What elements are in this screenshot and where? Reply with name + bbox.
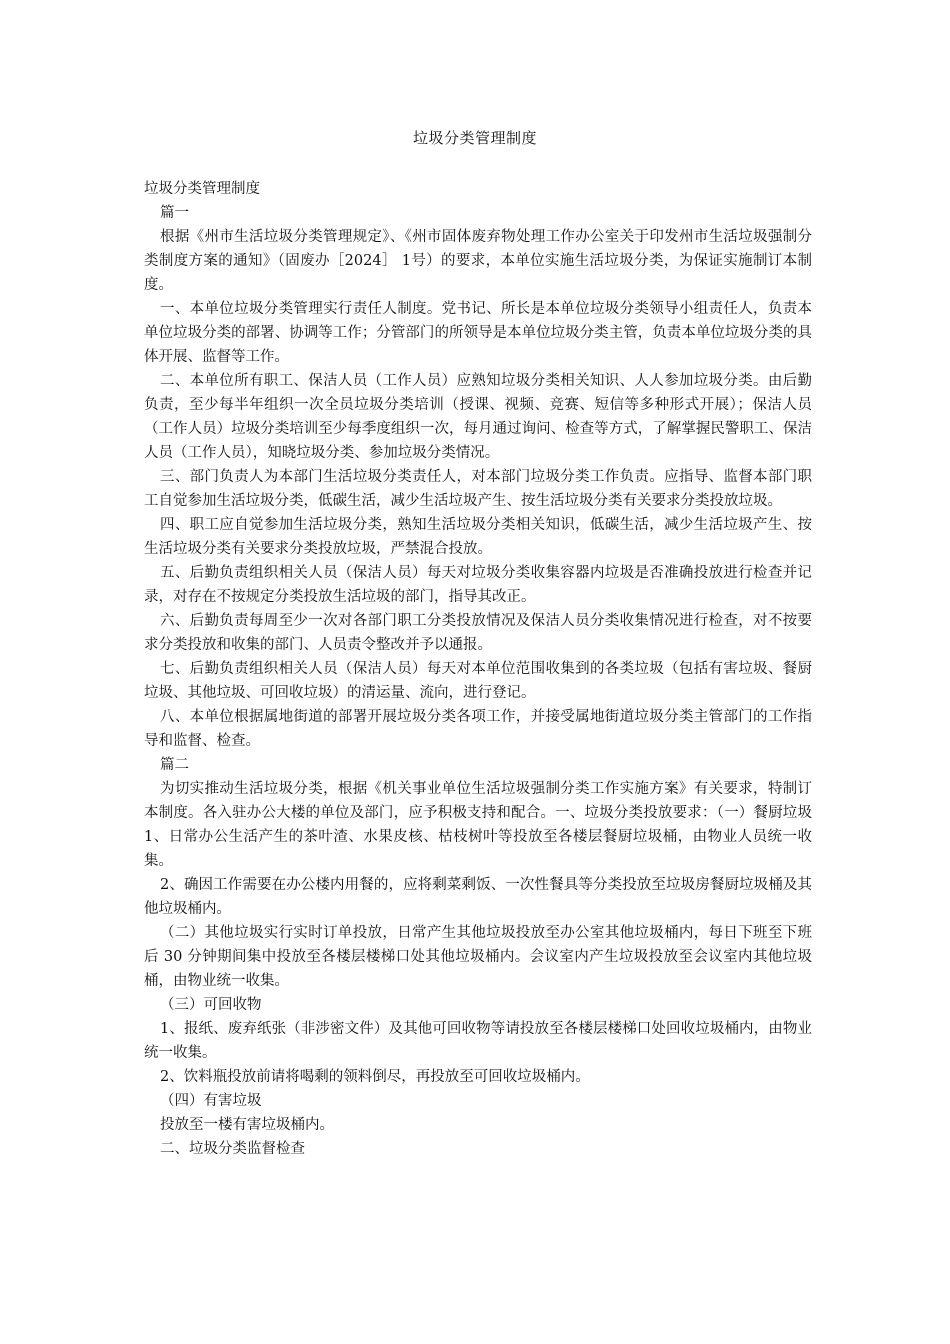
paragraph: 八、本单位根据属地街道的部署开展垃圾分类各项工作，并接受属地街道垃圾分类主管部门的工作指导和监督、检查。 <box>144 709 812 749</box>
document-body <box>144 177 812 1161</box>
paragraph: 四、职工应自觉参加生活垃圾分类，熟知生活垃圾分类相关知识，低碳生活，减少生活垃圾产生、按生活垃圾分类有关要求分类投放垃圾，严禁混合投放。 <box>144 517 812 557</box>
paragraph: 五、后勤负责组织相关人员（保洁人员）每天对垃圾分类收集容器内垃圾是否准确投放进行检查并记录，对存在不按规定分类投放生活垃圾的部门，指导其改正。 <box>144 565 812 605</box>
paragraph: 1、报纸、废弃纸张（非涉密文件）及其他可回收物等请投放至各楼层楼梯口处回收垃圾桶内，由物业统一收集。 <box>144 1021 812 1061</box>
document-title: 垃圾分类管理制度 <box>412 129 537 147</box>
section-heading: 垃圾分类管理制度 <box>144 181 260 197</box>
paragraph: 六、后勤负责每周至少一次对各部门职工分类投放情况及保洁人员分类收集情况进行检查，对不按要求分类投放和收集的部门、人员责令整改并予以通报。 <box>144 613 812 653</box>
paragraph: 根据《州市生活垃圾分类管理规定》、《州市固体废弃物处理工作办公室关于印发州市生活垃圾强制分类制度方案的通知》（固废办［2024］ 1号）的要求，本单位实施生活垃圾分类，为保证实施制订本制度。 <box>144 229 812 293</box>
paragraph: 为切实推动生活垃圾分类，根据《机关事业单位生活垃圾强制分类工作实施方案》有关要求，特制订本制度。各入驻办公大楼的单位及部门，应予积极支持和配合。一、垃圾分类投放要求：（一）餐厨垃圾 1、日常办公生活产生的茶叶渣、水果皮核、枯枝树叶等投放至各楼层餐厨垃圾桶，由物业人员统一收集。 <box>144 781 812 869</box>
paragraph: 二、本单位所有职工、保洁人员（工作人员）应熟知垃圾分类相关知识、人人参加垃圾分类。由后勤负责，至少每半年组织一次全员垃圾分类培训（授课、视频、竞赛、短信等多种形式开展）；保洁人员（工作人员）垃圾分类培训至少每季度组织一次，每月通过询问、检查等方式，了解掌握民警职工、保洁人员（工作人员），知晓垃圾分类、参加垃圾分类情况。 <box>144 373 812 461</box>
paragraph: （二）其他垃圾实行实时订单投放，日常产生其他垃圾投放至办公室其他垃圾桶内，每日下班至下班后 30 分钟期间集中投放至各楼层楼梯口处其他垃圾桶内。会议室内产生垃圾投放至会议室内其他垃圾桶，由物业统一收集。 <box>144 925 812 989</box>
subheading: （三）可回收物 <box>160 997 262 1013</box>
paragraph: 三、部门负责人为本部门生活垃圾分类责任人，对本部门垃圾分类工作负责。应指导、监督本部门职工自觉参加生活垃圾分类，低碳生活，减少生活垃圾产生、按生活垃圾分类有关要求分类投放垃圾。 <box>144 469 812 509</box>
paragraph: 七、后勤负责组织相关人员（保洁人员）每天对本单位范围收集到的各类垃圾（包括有害垃圾、餐厨垃圾、其他垃圾、可回收垃圾）的清运量、流向，进行登记。 <box>144 661 812 701</box>
paragraph: 投放至一楼有害垃圾桶内。 <box>160 1117 334 1133</box>
paragraph: 2、确因工作需要在办公楼内用餐的，应将剩菜剩饭、一次性餐具等分类投放至垃圾房餐厨垃圾桶及其他垃圾桶内。 <box>144 877 812 917</box>
paragraph: 一、本单位垃圾分类管理实行责任人制度。党书记、所长是本单位垃圾分类领导小组责任人，负责本单位垃圾分类的部署、协调等工作；分管部门的所领导是本单位垃圾分类主管，负责本单位垃圾分类的具体开展、监督等工作。 <box>144 301 812 365</box>
subheading: （四）有害垃圾 <box>160 1093 262 1109</box>
paragraph: 2、饮料瓶投放前请将喝剩的领料倒尽，再投放至可回收垃圾桶内。 <box>160 1069 590 1085</box>
paragraph: 二、垃圾分类监督检查 <box>160 1141 305 1157</box>
part-heading-1: 篇一 <box>160 205 189 221</box>
part-heading-2: 篇二 <box>160 757 189 773</box>
